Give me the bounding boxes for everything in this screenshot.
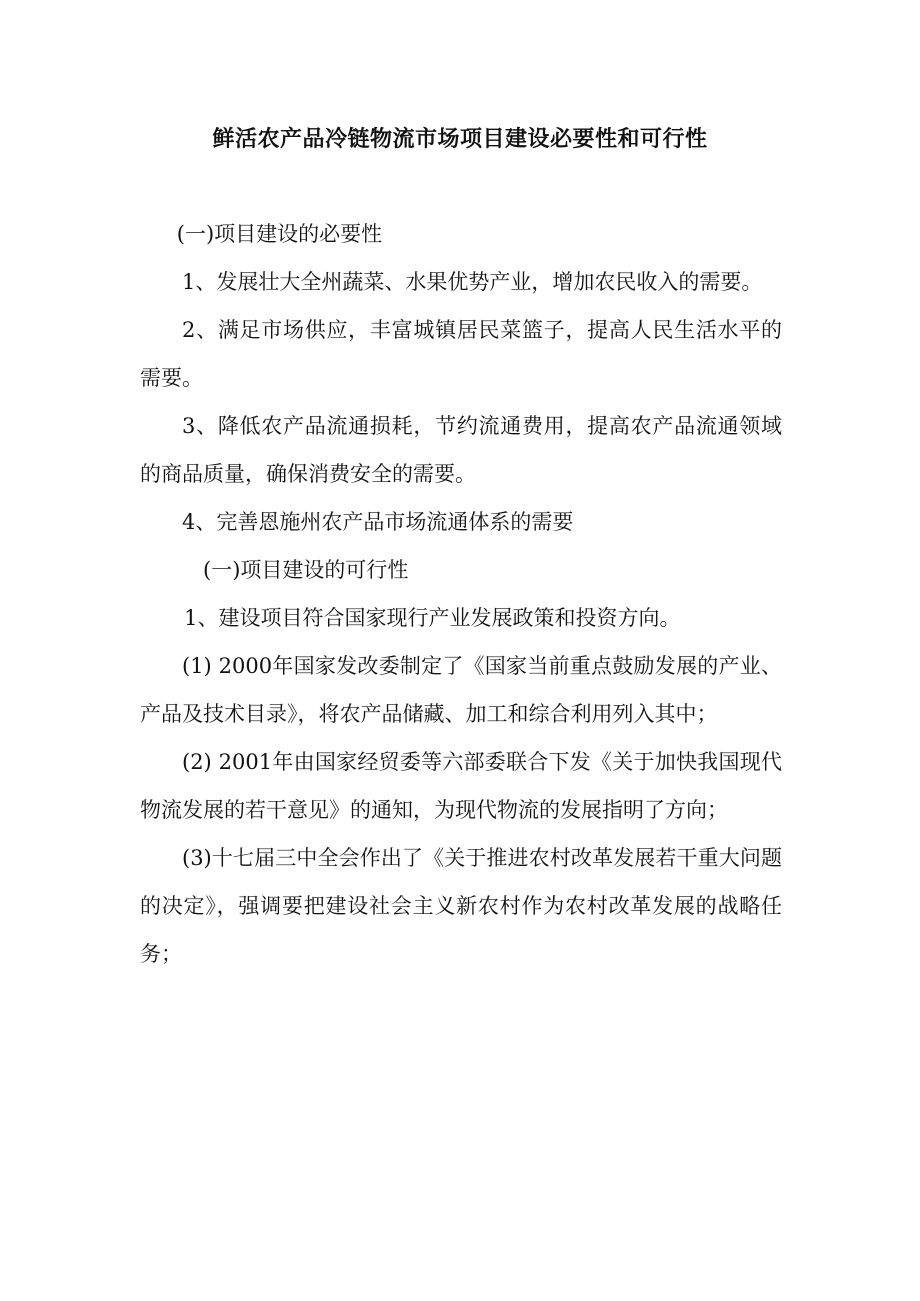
- section-heading-necessity: (一)项目建设的必要性: [176, 222, 383, 246]
- section-heading-feasibility: (一)项目建设的可行性: [203, 558, 409, 582]
- paragraph: 3、降低农产品流通损耗，节约流通费用，提高农产品流通领域的商品质量，确保消费安全的需要。: [140, 414, 782, 486]
- paragraph: 1、发展壮大全州蔬菜、水果优势产业，增加农民收入的需要。: [182, 270, 763, 294]
- document-body: [140, 210, 782, 978]
- paragraph: (2) 2001年由国家经贸委等六部委联合下发《关于加快我国现代物流发展的若干意见》的通知，为现代物流的发展指明了方向；: [140, 750, 782, 822]
- document-title: 鲜活农产品冷链物流市场项目建设必要性和可行性: [212, 127, 708, 152]
- paragraph: 2、满足市场供应，丰富城镇居民菜篮子，提高人民生活水平的需要。: [140, 318, 782, 390]
- paragraph: (1) 2000年国家发改委制定了《国家当前重点鼓励发展的产业、产品及技术目录》，将农产品储藏、加工和综合利用列入其中；: [140, 654, 782, 726]
- paragraph: (3)十七届三中全会作出了《关于推进农村改革发展若干重大问题的决定》，强调要把建设社会主义新农村作为农村改革发展的战略任务；: [140, 846, 782, 966]
- paragraph: 1、建设项目符合国家现行产业发展政策和投资方向。: [184, 606, 681, 630]
- paragraph: 4、完善恩施州农产品市场流通体系的需要: [182, 510, 574, 534]
